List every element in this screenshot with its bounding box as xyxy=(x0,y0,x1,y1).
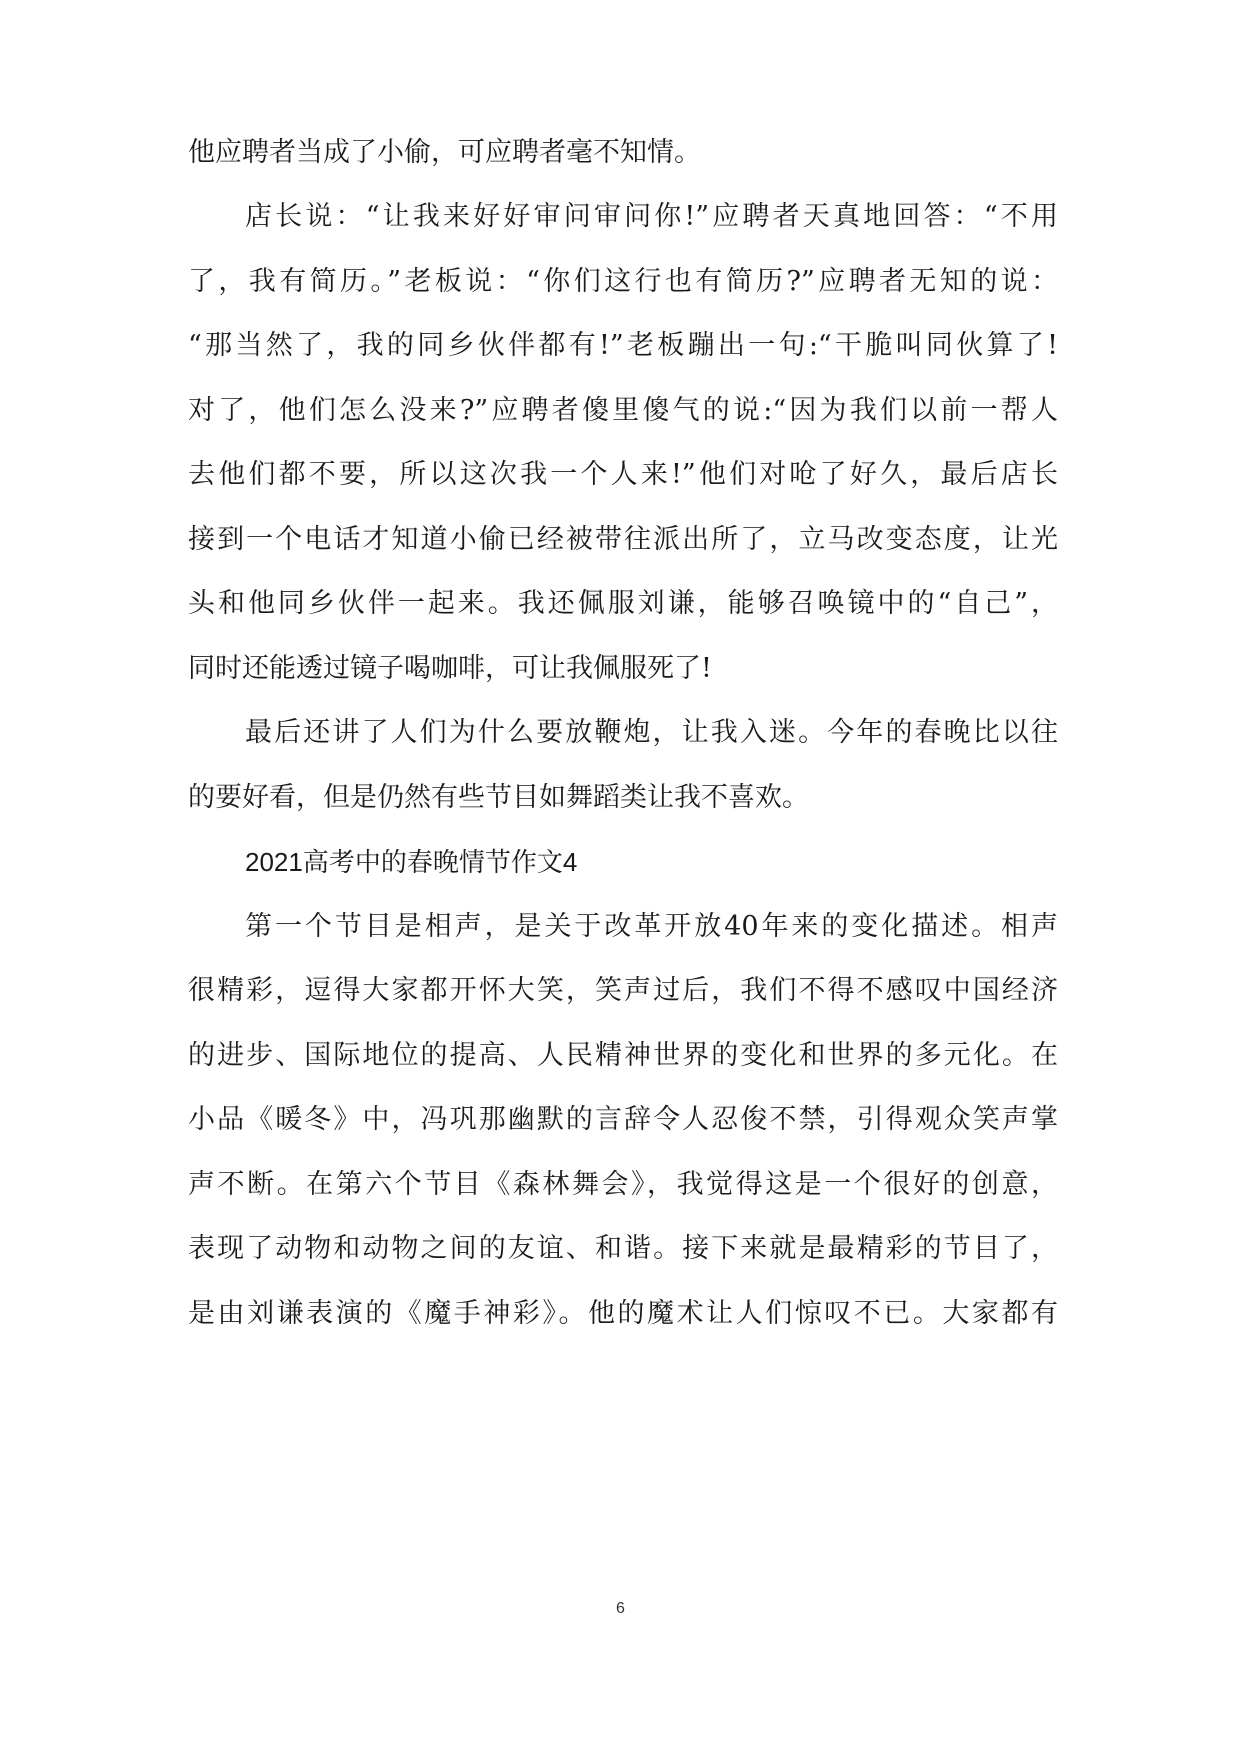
text-line: 第一个节目是相声，是关于改革开放40年来的变化描述。相声 xyxy=(245,911,1058,942)
text-line: 店长说：“让我来好好审问审问你!”应聘者天真地回答：“不用 xyxy=(245,201,1058,232)
section-heading: 2021高考中的春晚情节作文4 xyxy=(245,847,578,877)
text-line: 的进步、国际地位的提高、人民精神世界的变化和世界的多元化。在 xyxy=(188,1040,1058,1071)
text-line: 的要好看，但是仍然有些节目如舞蹈类让我不喜欢。 xyxy=(188,782,809,813)
text-line: 头和他同乡伙伴一起来。我还佩服刘谦，能够召唤镜中的“自己”， xyxy=(188,588,1058,619)
text-line: 接到一个电话才知道小偷已经被带往派出所了，立马改变态度，让光 xyxy=(188,524,1058,555)
text-line: 表现了动物和动物之间的友谊、和谐。接下来就是最精彩的节目了， xyxy=(188,1233,1058,1264)
text-line: “那当然了，我的同乡伙伴都有!”老板蹦出一句:“干脆叫同伙算了! xyxy=(188,330,1058,361)
text-line: 同时还能透过镜子喝咖啡，可让我佩服死了! xyxy=(188,653,712,684)
text-line: 声不断。在第六个节目《森林舞会》，我觉得这是一个很好的创意， xyxy=(188,1169,1058,1200)
text-line: 去他们都不要，所以这次我一个人来!”他们对呛了好久，最后店长 xyxy=(188,459,1058,490)
text-line: 最后还讲了人们为什么要放鞭炮，让我入迷。今年的春晚比以往 xyxy=(245,717,1058,748)
text-line: 小品《暖冬》中，冯巩那幽默的言辞令人忍俊不禁，引得观众笑声掌 xyxy=(188,1104,1058,1135)
text-line: 很精彩，逗得大家都开怀大笑，笑声过后，我们不得不感叹中国经济 xyxy=(188,975,1058,1006)
text-line: 是由刘谦表演的《魔手神彩》。他的魔术让人们惊叹不已。大家都有 xyxy=(188,1298,1058,1329)
text-line: 他应聘者当成了小偷，可应聘者毫不知情。 xyxy=(188,137,701,168)
text-line: 了，我有简历。”老板说：“你们这行也有简历?”应聘者无知的说： xyxy=(188,266,1058,297)
page-number: 6 xyxy=(616,1600,625,1617)
text-line: 对了，他们怎么没来?”应聘者傻里傻气的说:“因为我们以前一帮人 xyxy=(188,395,1058,426)
